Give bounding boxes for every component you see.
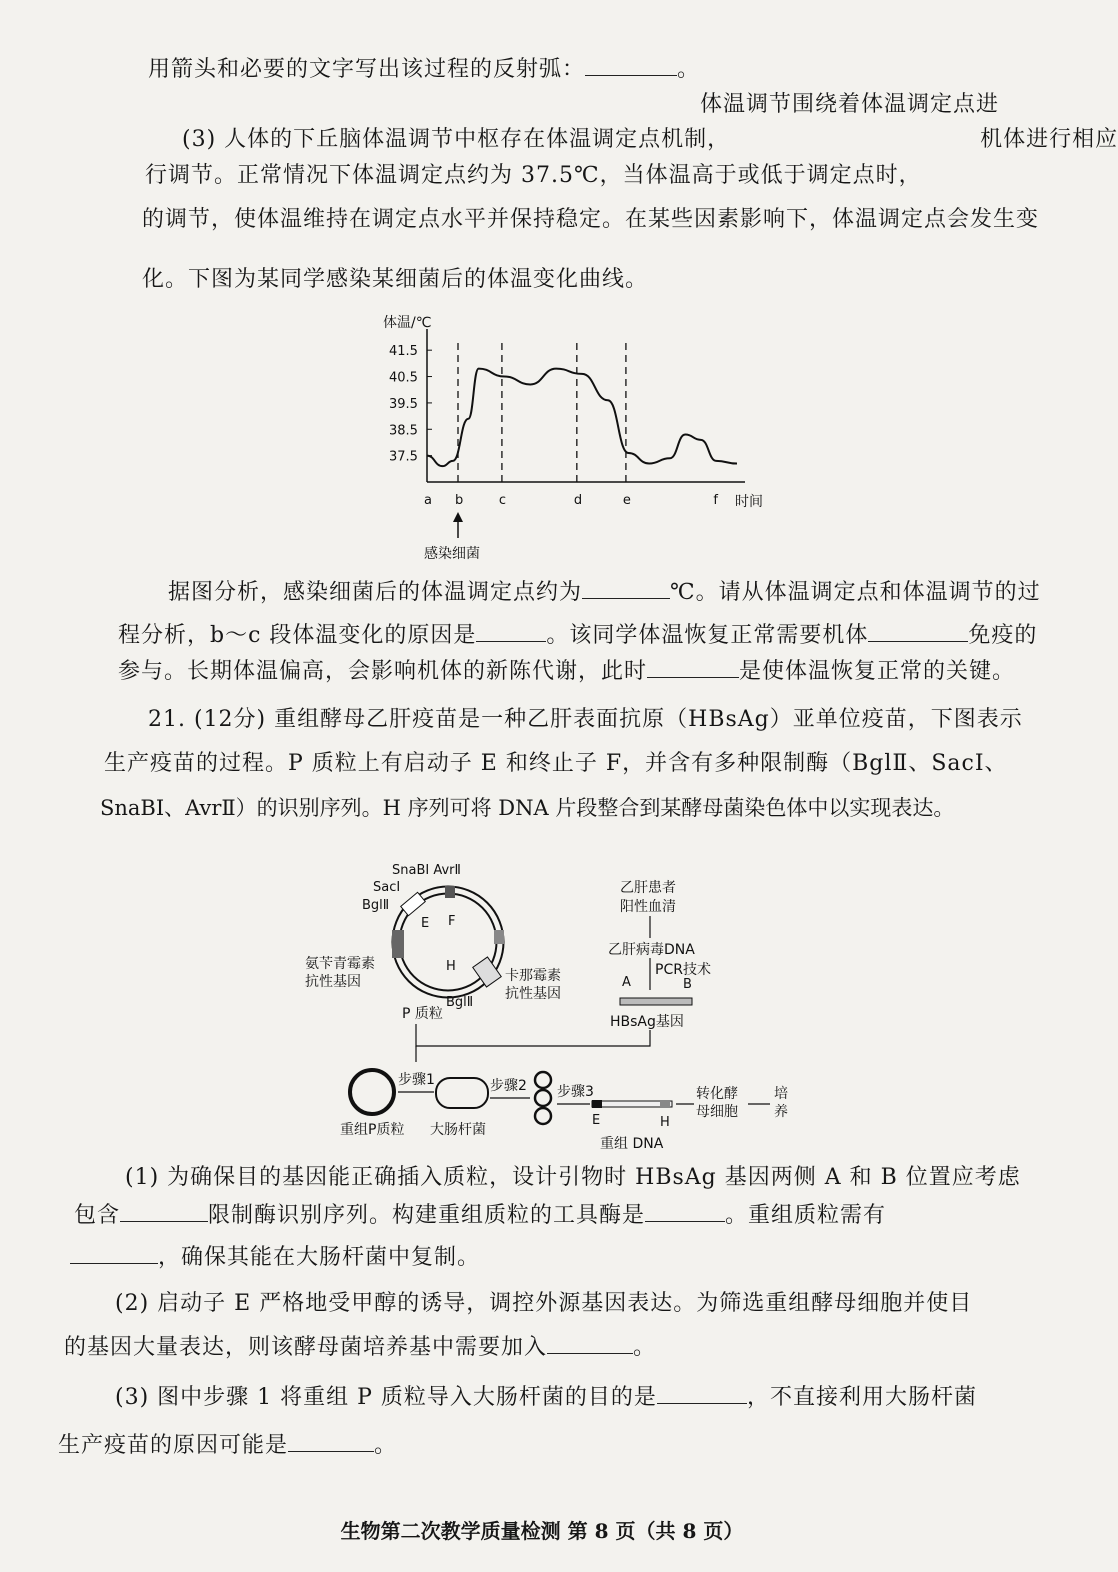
- text-segment: 。该同学体温恢复正常需要机体: [546, 623, 869, 648]
- x-tick-label: a: [424, 493, 432, 508]
- answer-blank[interactable]: [547, 1335, 633, 1354]
- x-tick-label: c: [498, 493, 507, 508]
- answer-blank[interactable]: [70, 1245, 158, 1264]
- a-label: A: [622, 975, 631, 990]
- text-segment: 化。下图为某同学感染某细菌后的体温变化曲线。: [142, 267, 649, 292]
- bgl-label: BglⅡ: [362, 898, 390, 913]
- x-tick-label: b: [455, 493, 464, 508]
- text-segment: 。重组质粒需有: [725, 1203, 887, 1228]
- hbsag-gene-bar: [620, 998, 692, 1005]
- infection-annotation: 感染细菌: [424, 546, 480, 562]
- text-segment: (3) 图中步骤 1 将重组 P 质粒导入大肠杆菌的目的是: [115, 1385, 657, 1410]
- y-axis-label: 体温/℃: [383, 315, 432, 331]
- hbsag-gene-label: HBsAg基因: [610, 1014, 684, 1030]
- text-segment: 生产疫苗的原因可能是: [58, 1433, 289, 1458]
- text-line: [115, 1380, 977, 1411]
- promoter-e-block: [401, 892, 426, 915]
- x-tick-label: f: [713, 493, 718, 508]
- text-segment: 。: [374, 1433, 398, 1458]
- text-segment: 21. (12分) 重组酵母乙肝疫苗是一种乙肝表面抗原（HBsAg）亚单位疫苗，下图表示: [148, 707, 1023, 732]
- text-segment: (3) 人体的下丘脑体温调节中枢存在体温调定点机制，: [182, 127, 731, 152]
- text-line: [70, 1240, 480, 1271]
- text-segment: 的调节，使体温维持在调定点水平并保持稳定。在某些因素影响下，体温调定点会发生变: [142, 207, 1040, 232]
- text-line: [58, 1428, 397, 1459]
- answer-blank[interactable]: [476, 623, 546, 642]
- amp-gene-block: [392, 930, 404, 958]
- y-tick-label: 40.5: [389, 370, 418, 386]
- text-line: [125, 1160, 1021, 1191]
- y-tick-label: 37.5: [389, 449, 418, 465]
- culture-label-2: 养: [774, 1104, 788, 1120]
- text-segment: 用箭头和必要的文字写出该过程的反射弧：: [148, 57, 586, 82]
- x-tick-label: d: [573, 493, 583, 508]
- recomb-dna-label: 重组 DNA: [600, 1136, 664, 1152]
- snab-avr-label: SnaBⅠ AvrⅡ: [392, 863, 461, 878]
- recombinant-dna-bar: [592, 1101, 672, 1107]
- h2-label: H: [660, 1115, 670, 1130]
- plasmid-name-label: P 质粒: [402, 1006, 443, 1022]
- answer-blank[interactable]: [645, 1203, 725, 1222]
- text-segment: 包含: [74, 1203, 121, 1228]
- text-line: [148, 702, 1023, 733]
- text-line: [100, 792, 954, 822]
- recomb-p-label: 重组P质粒: [340, 1122, 405, 1138]
- culture-label-1: 培: [774, 1086, 788, 1102]
- text-segment: 生产疫苗的过程。P 质粒上有启动子 E 和终止子 F，并含有多种限制酶（BglⅡ、SacⅠ、: [104, 751, 1008, 776]
- yeast-label-2: 母细胞: [696, 1104, 738, 1120]
- p-plasmid-inner: [396, 890, 500, 994]
- text-segment: 据图分析，感染细菌后的体温调定点约为: [168, 580, 583, 605]
- bgl2-label: BglⅡ: [446, 995, 474, 1010]
- text-segment: (2) 启动子 E 严格地受甲醇的诱导，调控外源基因表达。为筛选重组酵母细胞并使目: [115, 1291, 973, 1316]
- text-line: [142, 202, 1039, 233]
- b-label: B: [683, 977, 692, 992]
- text-segment: 。: [677, 57, 701, 82]
- text-segment: SnaBⅠ、AvrⅡ）的识别序列。H 序列可将 DNA 片段整合到某酵母菌染色体中以实现表达。: [100, 796, 955, 820]
- answer-blank[interactable]: [868, 623, 968, 642]
- text-segment: 。: [633, 1335, 657, 1360]
- p-plasmid-ring: [396, 890, 500, 994]
- terminator-f-block: [445, 886, 455, 898]
- h-block: [494, 930, 504, 944]
- y-tick-label: 39.5: [389, 396, 418, 412]
- text-line: [115, 1286, 972, 1317]
- text-line: [182, 122, 1118, 153]
- e-block: [592, 1100, 602, 1108]
- x-tick-label: e: [622, 493, 631, 508]
- patient-label-2: 阳性血清: [620, 899, 676, 915]
- text-segment: ，不直接利用大肠杆菌: [746, 1385, 977, 1410]
- connector-line: [416, 1024, 650, 1046]
- text-line: [168, 575, 1041, 606]
- step1-label: 步骤1: [398, 1072, 435, 1088]
- hbv-dna-label: 乙肝病毒DNA: [608, 942, 695, 958]
- kan-label-1: 卡那霉素: [505, 968, 561, 984]
- y-tick-label: 41.5: [389, 344, 418, 360]
- text-line: [118, 618, 1037, 649]
- answer-blank[interactable]: [288, 1433, 374, 1452]
- step2-label: 步骤2: [490, 1078, 527, 1094]
- text-line: [118, 654, 1015, 685]
- text-segment: 行调节。正常情况下体温调定点约为 37.5℃，当体温高于或低于调定点时，: [145, 163, 922, 188]
- text-line: [104, 746, 1008, 777]
- page-footer: 生物第二次教学质量检测 第 8 页（共 8 页）: [340, 1519, 744, 1543]
- text-line: [64, 1330, 656, 1361]
- answer-blank[interactable]: [582, 580, 670, 599]
- temperature-curve: [427, 369, 737, 467]
- f-label: F: [448, 914, 456, 929]
- answer-blank[interactable]: [120, 1203, 208, 1222]
- e2-label: E: [592, 1113, 601, 1128]
- text-segment: 程分析，b～c 段体温变化的原因是: [118, 623, 477, 648]
- h-block-2: [660, 1100, 670, 1108]
- recombinant-plasmid-icon: [350, 1070, 394, 1114]
- e-label: E: [421, 916, 430, 931]
- answer-blank[interactable]: [647, 659, 739, 678]
- amp-label-1: 氨苄青霉素: [305, 956, 375, 972]
- plasmid-copy-icon: [535, 1072, 551, 1088]
- plasmid-copy-icon: [535, 1108, 551, 1124]
- text-segment: 免疫的: [968, 623, 1038, 648]
- step3-label: 步骤3: [557, 1084, 594, 1100]
- sac-label: SacⅠ: [373, 880, 401, 895]
- text-segment: 体温调节围绕着体温调定点进: [700, 92, 1000, 117]
- text-segment: ，确保其能在大肠杆菌中复制。: [158, 1245, 481, 1270]
- text-segment: 限制酶识别序列。构建重组质粒的工具酶是: [208, 1203, 646, 1228]
- answer-blank[interactable]: [585, 57, 677, 76]
- text-line: [145, 158, 922, 189]
- y-tick-label: 38.5: [389, 423, 418, 439]
- text-segment: 是使体温恢复正常的关键。: [739, 659, 1016, 684]
- text-segment: ℃。请从体温调定点和体温调节的过: [670, 580, 1041, 605]
- infection-arrowhead: [453, 512, 463, 522]
- amp-label-2: 抗性基因: [305, 974, 361, 990]
- text-line: [148, 52, 700, 83]
- text-segment: (1) 为确保目的基因能正确插入质粒，设计引物时 HBsAg 基因两侧 A 和 B 位置应考虑: [125, 1165, 1021, 1190]
- kan-label-2: 抗性基因: [505, 986, 561, 1002]
- patient-label-1: 乙肝患者: [620, 880, 676, 896]
- ecoli-icon: [436, 1078, 488, 1108]
- text-line: [74, 1198, 886, 1229]
- answer-blank[interactable]: [657, 1385, 747, 1404]
- text-line: [700, 87, 999, 118]
- text-segment: 参与。长期体温偏高，会影响机体的新陈代谢，此时: [118, 659, 648, 684]
- yeast-label-1: 转化酵: [696, 1086, 738, 1102]
- plasmid-copy-icon: [535, 1090, 551, 1106]
- text-segment: 机体进行相应: [980, 127, 1118, 152]
- h-label: H: [446, 959, 456, 974]
- pcr-label: PCR技术: [655, 962, 711, 978]
- kan-gene-block: [473, 957, 502, 987]
- x-axis-label: 时间: [735, 494, 763, 510]
- text-segment: 的基因大量表达，则该酵母菌培养基中需要加入: [64, 1335, 548, 1360]
- text-line: [142, 262, 648, 293]
- ecoli-label: 大肠杆菌: [430, 1122, 486, 1138]
